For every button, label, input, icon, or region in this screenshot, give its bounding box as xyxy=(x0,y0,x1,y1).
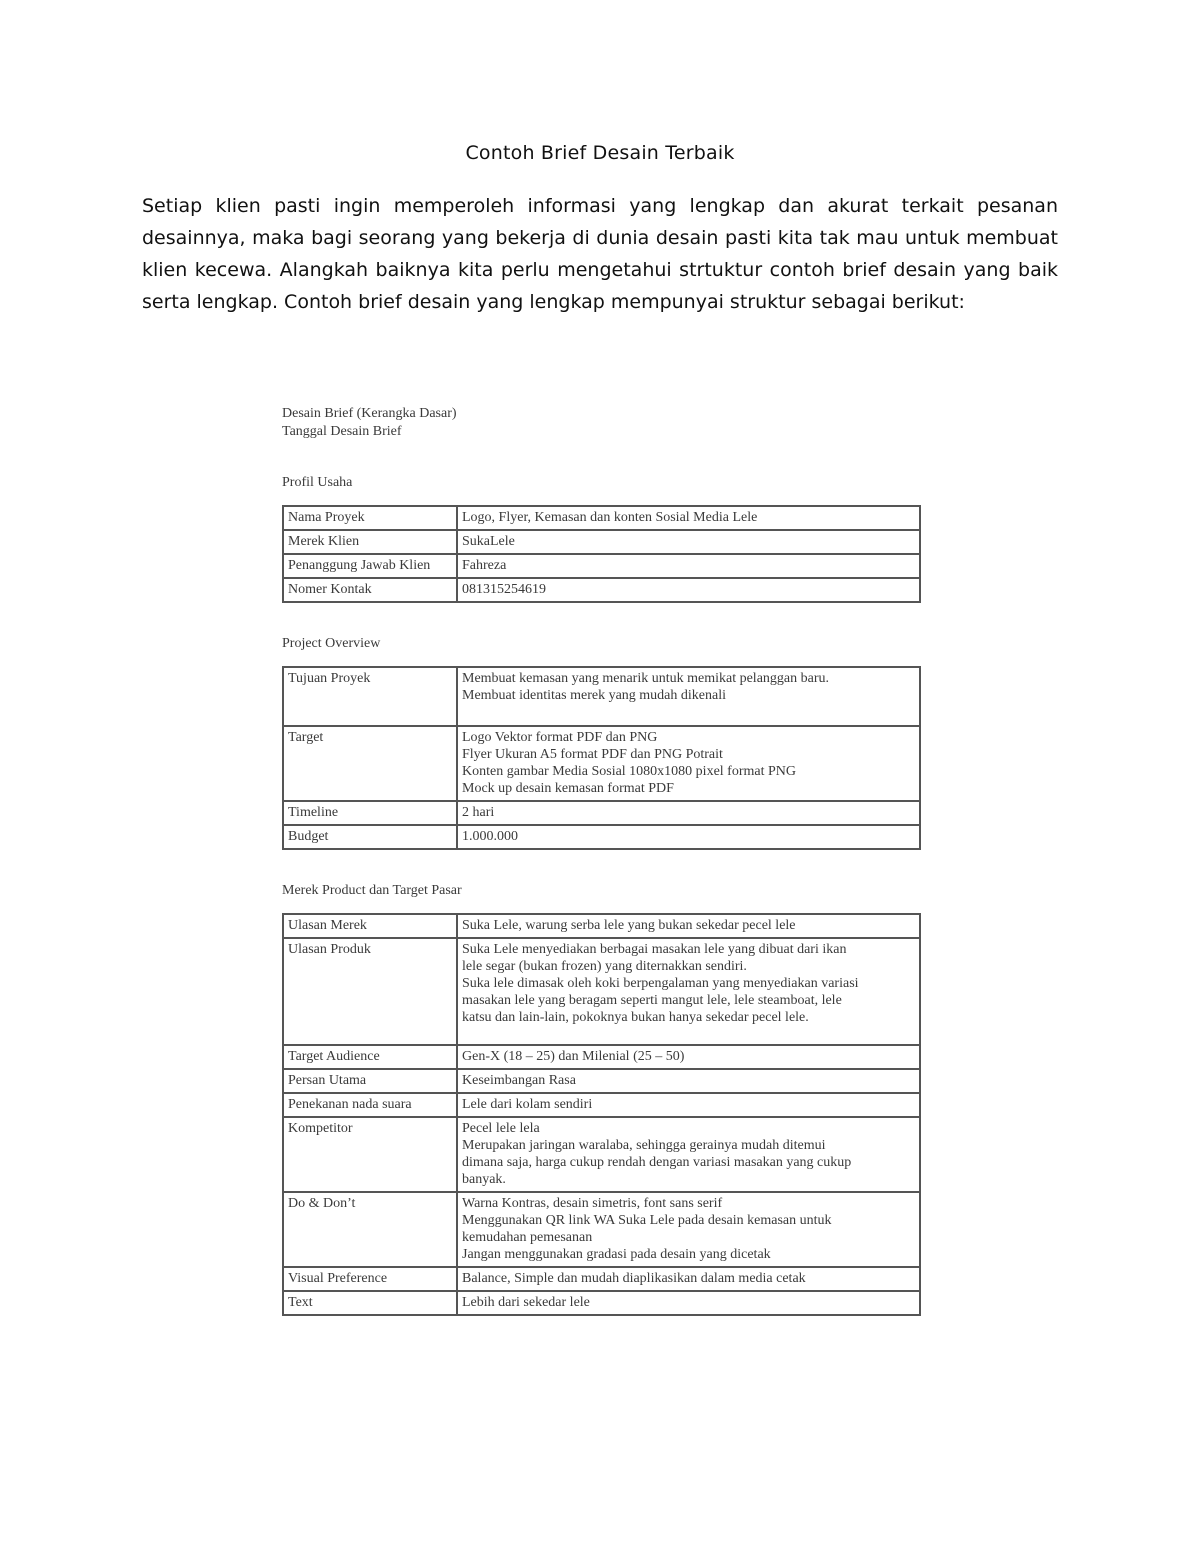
row-value xyxy=(457,1117,920,1192)
value-line: Merupakan jaringan waralaba, sehingga gerainya mudah ditemui xyxy=(462,1138,826,1153)
row-label: Target Audience xyxy=(283,1045,457,1069)
value-line: Flyer Ukuran A5 format PDF dan PNG Potrait xyxy=(462,747,723,762)
table-row xyxy=(283,825,920,849)
row-value xyxy=(457,914,920,938)
row-label: Do & Don’t xyxy=(283,1192,457,1267)
table-project-overview xyxy=(282,666,921,850)
table-row xyxy=(283,726,920,801)
value-line: 081315254619 xyxy=(462,582,546,597)
table-row xyxy=(283,1117,920,1192)
brief-heading: Desain Brief (Kerangka Dasar) xyxy=(282,406,457,421)
table-row xyxy=(283,914,920,938)
value-line: Mock up desain kemasan format PDF xyxy=(462,781,674,796)
value-line: Konten gambar Media Sosial 1080x1080 pixel format PNG xyxy=(462,764,797,779)
row-label: Ulasan Merek xyxy=(283,914,457,938)
value-line: SukaLele xyxy=(462,534,515,549)
value-line: 1.000.000 xyxy=(462,829,518,844)
table-row xyxy=(283,578,920,602)
value-line: Suka Lele menyediakan berbagai masakan lele yang dibuat dari ikan xyxy=(462,942,847,957)
value-line: Logo, Flyer, Kemasan dan konten Sosial Media Lele xyxy=(462,510,758,525)
row-value xyxy=(457,825,920,849)
row-label: Text xyxy=(283,1291,457,1315)
value-line: Suka lele dimasak oleh koki berpengalaman yang menyediakan variasi xyxy=(462,976,859,991)
row-label: Ulasan Produk xyxy=(283,938,457,1045)
value-line: Menggunakan QR link WA Suka Lele pada desain kemasan untuk xyxy=(462,1213,832,1228)
value-line: Suka Lele, warung serba lele yang bukan sekedar pecel lele xyxy=(462,918,796,933)
table-row xyxy=(283,667,920,726)
row-value xyxy=(457,801,920,825)
table-row xyxy=(283,1045,920,1069)
table-row xyxy=(283,801,920,825)
row-value xyxy=(457,1291,920,1315)
value-line: kemudahan pemesanan xyxy=(462,1230,593,1245)
value-line: Membuat kemasan yang menarik untuk memikat pelanggan baru. xyxy=(462,671,830,686)
value-line: banyak. xyxy=(462,1172,506,1187)
row-value xyxy=(457,554,920,578)
value-line: Lele dari kolam sendiri xyxy=(462,1097,593,1112)
row-value xyxy=(457,506,920,530)
page-title: Contoh Brief Desain Terbaik xyxy=(465,142,735,164)
row-value xyxy=(457,1192,920,1267)
row-label: Penekanan nada suara xyxy=(283,1093,457,1117)
row-value xyxy=(457,1069,920,1093)
row-value xyxy=(457,1045,920,1069)
value-line: Logo Vektor format PDF dan PNG xyxy=(462,730,658,745)
row-label: Tujuan Proyek xyxy=(283,667,457,726)
value-line: Warna Kontras, desain simetris, font sans serif xyxy=(462,1196,723,1211)
value-line: 2 hari xyxy=(462,805,495,820)
value-line: Fahreza xyxy=(462,558,507,573)
table-row xyxy=(283,1093,920,1117)
section-title-project-overview: Project Overview xyxy=(282,636,381,651)
brief-date-heading: Tanggal Desain Brief xyxy=(282,424,402,439)
design-brief xyxy=(282,405,921,1316)
table-row xyxy=(283,530,920,554)
table-row xyxy=(283,938,920,1045)
table-row xyxy=(283,506,920,530)
value-line: Lebih dari sekedar lele xyxy=(462,1295,590,1310)
table-row xyxy=(283,1267,920,1291)
table-row xyxy=(283,1291,920,1315)
table-row xyxy=(283,1069,920,1093)
row-label: Merek Klien xyxy=(283,530,457,554)
table-profil-usaha xyxy=(282,505,921,603)
row-value xyxy=(457,1267,920,1291)
row-value xyxy=(457,938,920,1045)
row-value xyxy=(457,530,920,554)
row-value xyxy=(457,1093,920,1117)
value-line: Jangan menggunakan gradasi pada desain yang dicetak xyxy=(462,1247,771,1262)
value-line: lele segar (bukan frozen) yang diternakkan sendiri. xyxy=(462,959,747,974)
value-line: dimana saja, harga cukup rendah dengan variasi masakan yang cukup xyxy=(462,1155,852,1170)
row-label: Persan Utama xyxy=(283,1069,457,1093)
value-line: masakan lele yang beragam seperti mangut lele, lele steamboat, lele xyxy=(462,993,842,1008)
row-label: Kompetitor xyxy=(283,1117,457,1192)
value-line: katsu dan lain-lain, pokoknya bukan hanya sekedar pecel lele. xyxy=(462,1010,809,1025)
row-value xyxy=(457,578,920,602)
row-label: Nomer Kontak xyxy=(283,578,457,602)
row-label: Nama Proyek xyxy=(283,506,457,530)
row-value xyxy=(457,667,920,726)
row-label: Target xyxy=(283,726,457,801)
table-merek-target-pasar xyxy=(282,913,921,1316)
table-row xyxy=(283,554,920,578)
row-label: Timeline xyxy=(283,801,457,825)
section-title-merek-target-pasar: Merek Product dan Target Pasar xyxy=(282,883,462,898)
section-title-profil-usaha: Profil Usaha xyxy=(282,475,353,490)
row-label: Visual Preference xyxy=(283,1267,457,1291)
value-line: Keseimbangan Rasa xyxy=(462,1073,576,1088)
row-value xyxy=(457,726,920,801)
intro-paragraph: Setiap klien pasti ingin memperoleh informasi yang lengkap dan akurat terkait pesanan desainnya, maka bagi seorang yang bekerja di dunia desain pasti kita tak mau untuk membuat klien kecewa. Alangkah baiknya kita perlu mengetahui strtuktur contoh brief desain yang baik serta lengkap. Contoh brief desain yang lengkap mempunyai struktur sebagai berikut: xyxy=(142,195,1058,313)
row-label: Penanggung Jawab Klien xyxy=(283,554,457,578)
value-line: Membuat identitas merek yang mudah dikenali xyxy=(462,688,726,703)
value-line: Pecel lele lela xyxy=(462,1121,540,1136)
row-label: Budget xyxy=(283,825,457,849)
value-line: Gen-X (18 – 25) dan Milenial (25 – 50) xyxy=(462,1049,685,1064)
value-line: Balance, Simple dan mudah diaplikasikan dalam media cetak xyxy=(462,1271,806,1286)
table-row xyxy=(283,1192,920,1267)
